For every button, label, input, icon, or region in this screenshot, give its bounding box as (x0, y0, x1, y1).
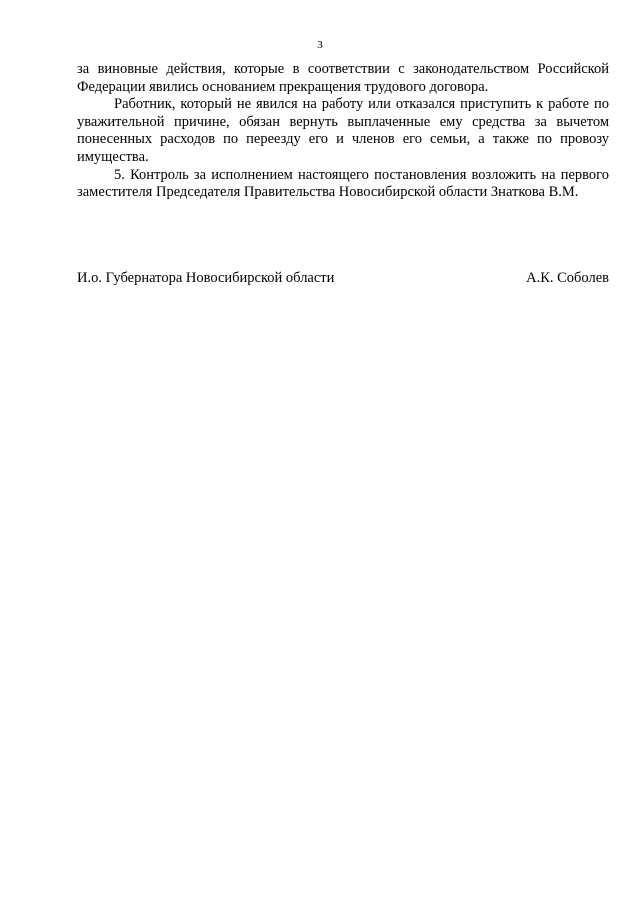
signature-block (77, 269, 609, 287)
document-body (77, 61, 609, 202)
paragraph-employee-refund: Работник, который не явился на работу или отказался приступить к работе по уважительной причине, обязан вернуть выплаченные ему средства за вычетом понесенных расходов по переезду его и членов его семьи, а также по провозу имущества. (77, 96, 609, 165)
page-number: 3 (317, 39, 323, 51)
signatory-position: И.о. Губернатора Новосибирской области (77, 270, 335, 286)
paragraph-continuation: за виновные действия, которые в соответствии с законодательством Российской Федерации явились основанием прекращения трудового договора. (77, 61, 609, 95)
paragraph-control-clause: 5. Контроль за исполнением настоящего постановления возложить на первого заместителя Председателя Правительства Новосибирской области Знаткова В.М. (77, 166, 609, 201)
signatory-name: А.К. Соболев (526, 270, 609, 286)
